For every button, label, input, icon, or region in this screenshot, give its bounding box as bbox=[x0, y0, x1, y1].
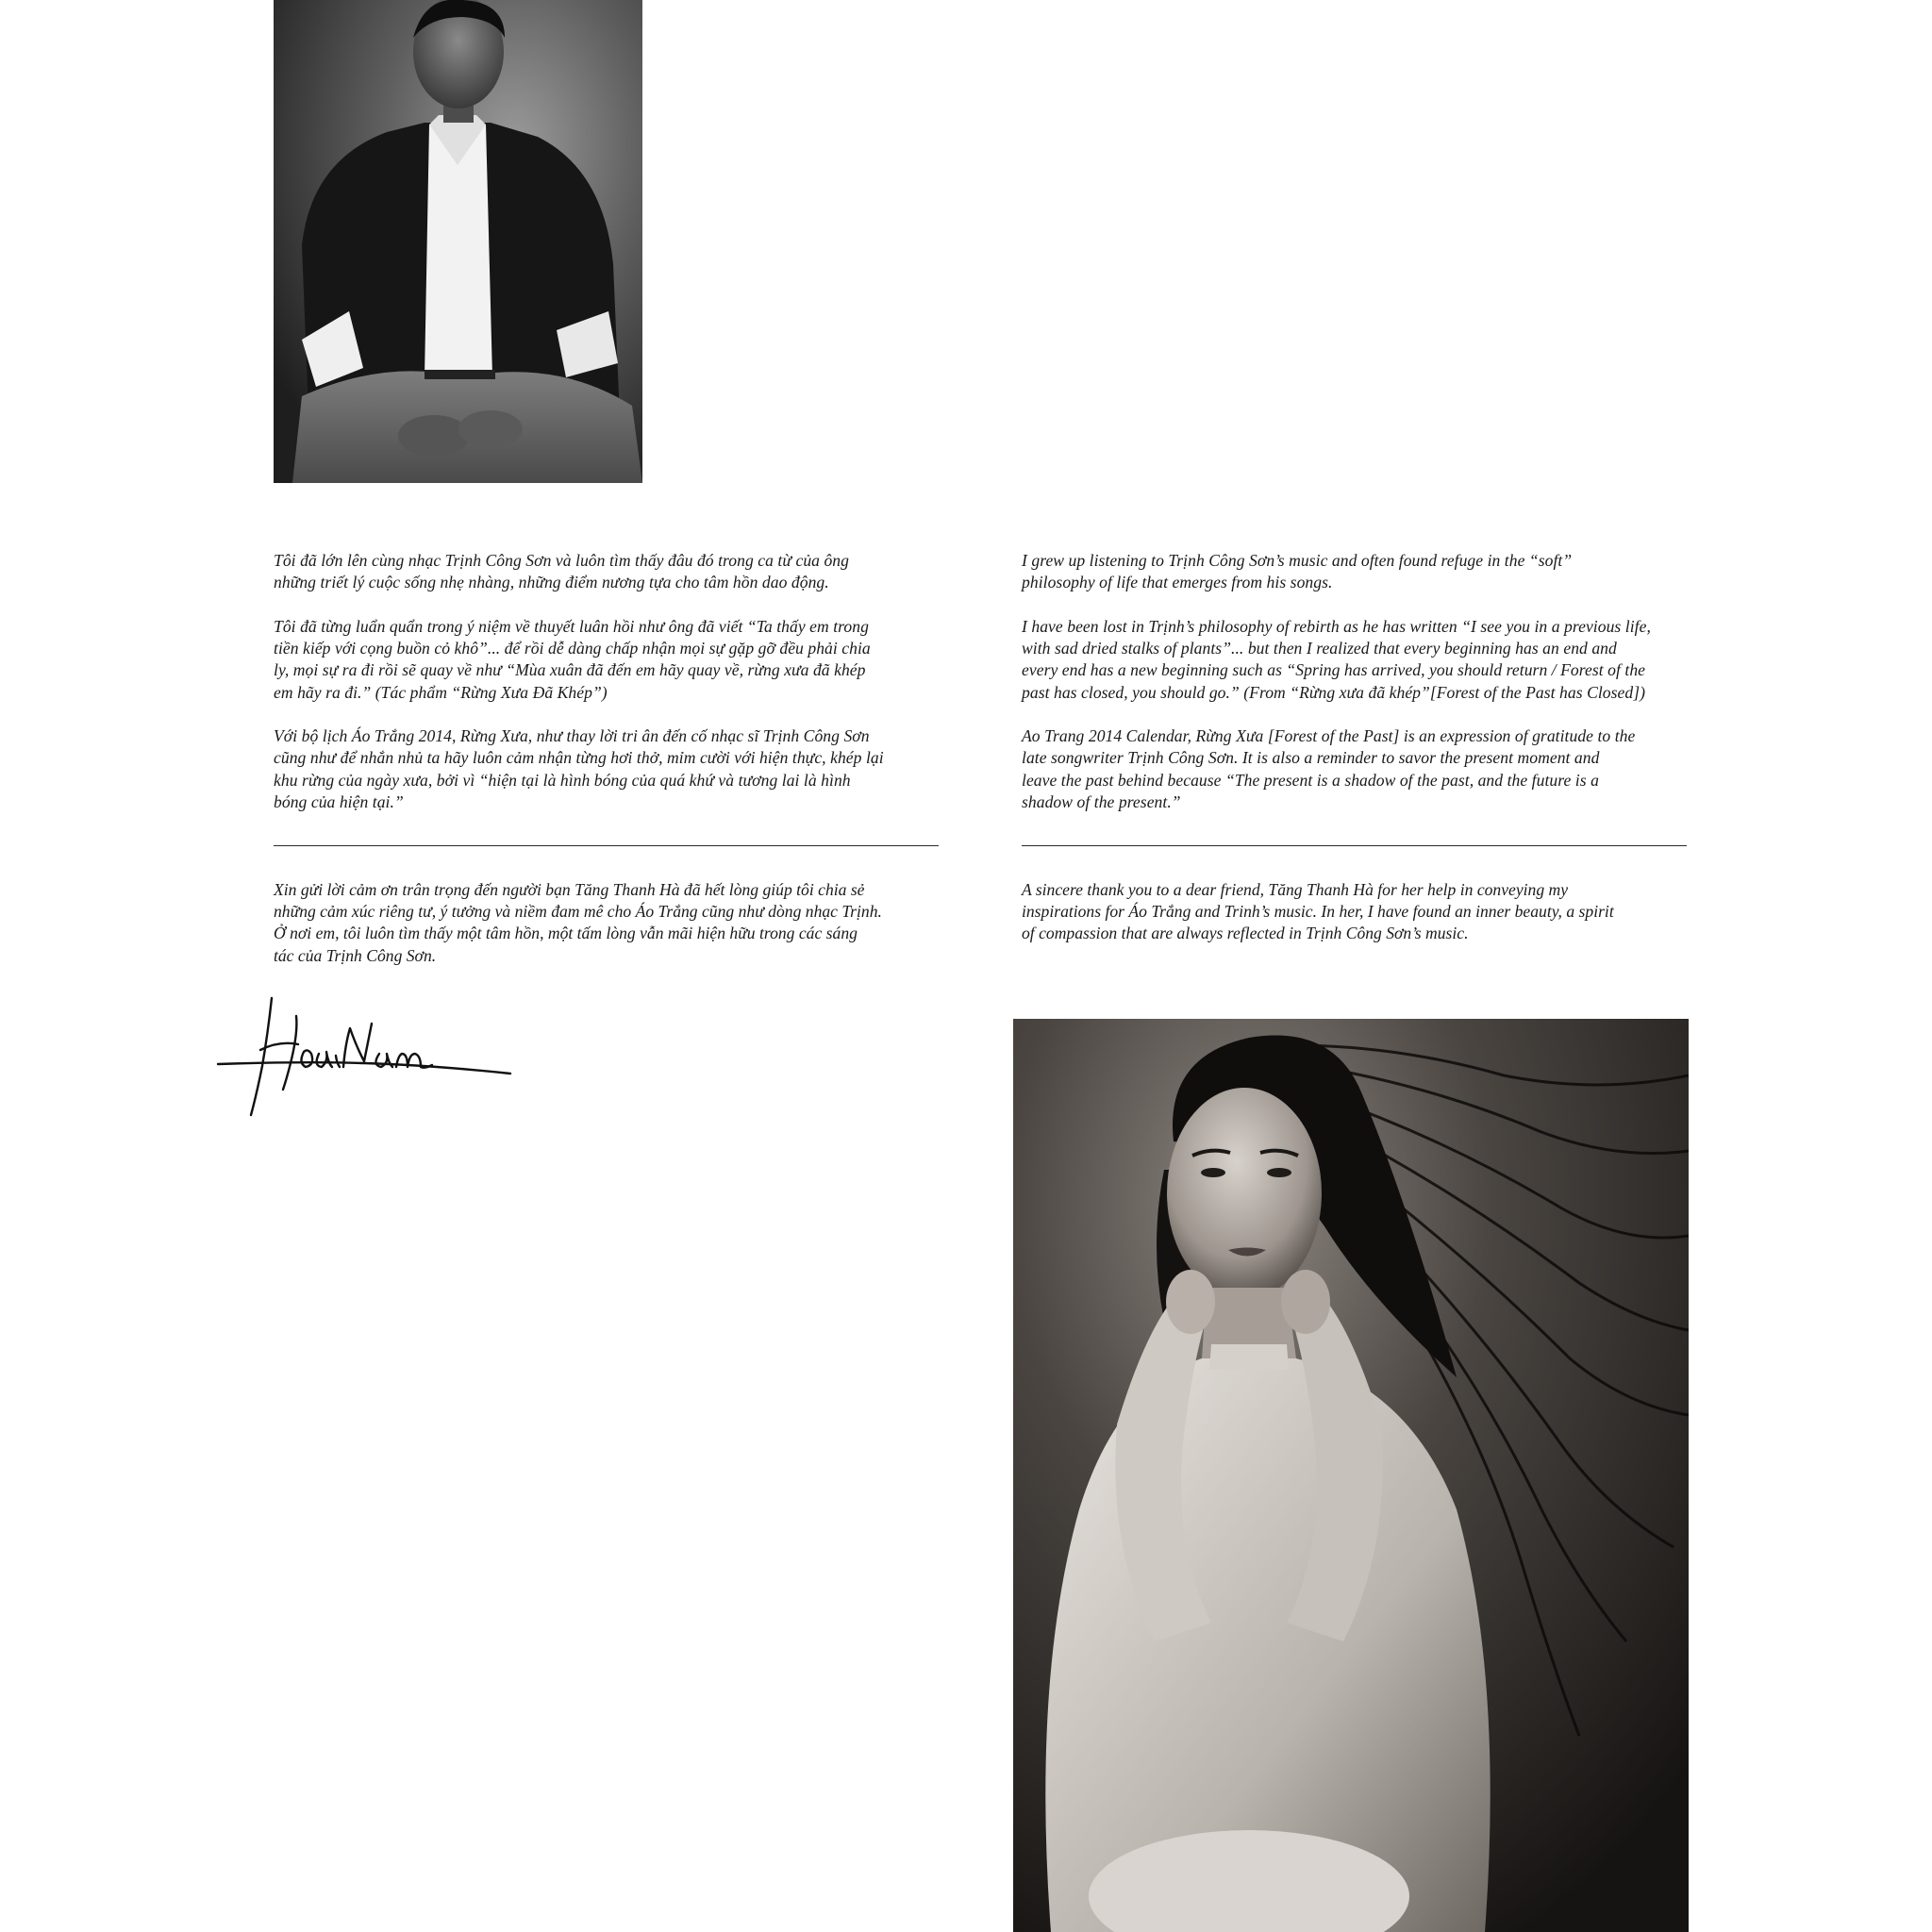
portrait-man-image bbox=[274, 0, 642, 483]
english-paragraph: I have been lost in Trịnh’s philosophy of rebirth as he has written “I see you in a previous life, with sad dried stalks of plants”... but then I realized that every beginning has an end and every end has a new beginning such as “Spring has arrived, you should return / Forest of the past has closed, you should go.” (From “Rừng xưa đã khép”[Forest of the Past has Closed]) bbox=[1022, 616, 1651, 702]
portrait-photo-woman bbox=[1013, 1019, 1689, 1932]
vietnamese-text-column bbox=[274, 550, 939, 813]
portrait-woman-image bbox=[1013, 1019, 1689, 1932]
english-paragraph: Ao Trang 2014 Calendar, Rừng Xưa [Forest of the Past] is an expression of gratitude to the late songwriter Trịnh Công Sơn. It is also a reminder to savor the present moment and leave the past behind because “The present is a shadow of the past, and the future is a shadow of the present.” bbox=[1022, 726, 1636, 811]
english-paragraph: I grew up listening to Trịnh Công Sơn’s music and often found refuge in the “soft” philosophy of life that emerges from his songs. bbox=[1022, 551, 1573, 592]
portrait-photo-man bbox=[274, 0, 642, 483]
vietnamese-paragraph: Tôi đã lớn lên cùng nhạc Trịnh Công Sơn và luôn tìm thấy đâu đó trong ca từ của ông những triết lý cuộc sống nhẹ nhàng, những điểm nương tựa cho tâm hồn dao động. bbox=[274, 551, 849, 592]
english-thanks-note: A sincere thank you to a dear friend, Tăng Thanh Hà for her help in conveying my inspirations for Áo Trắng and Trinh’s music. In her, I have found an inner beauty, a spirit of compassion that are always reflected in Trịnh Công Sơn’s music. bbox=[1022, 880, 1614, 943]
divider-line bbox=[274, 845, 939, 846]
vietnamese-paragraph: Tôi đã từng luẩn quẩn trong ý niệm về thuyết luân hồi như ông đã viết “Ta thấy em trong tiền kiếp với cọng buồn cỏ khô”... để rồi dễ dàng chấp nhận mọi sự gặp gỡ đều phải chia ly, mọi sự ra đi rồi sẽ quay về như “Mùa xuân đã đến em hãy quay về, rừng xưa đã khép em hãy ra đi.” (Tác phẩm “Rừng Xưa Đã Khép”) bbox=[274, 616, 871, 702]
divider-line bbox=[1022, 845, 1687, 846]
handwritten-signature bbox=[213, 995, 515, 1118]
signature-image bbox=[213, 995, 515, 1118]
english-text-column bbox=[1022, 550, 1687, 813]
vietnamese-thanks-note: Xin gửi lời cảm ơn trân trọng đến người bạn Tăng Thanh Hà đã hết lòng giúp tôi chia sẻ những cảm xúc riêng tư, ý tưởng và niềm đam mê cho Áo Trắng cũng như dòng nhạc Trịnh. Ở nơi em, tôi luôn tìm thấy một tâm hồn, một tấm lòng vẫn mãi hiện hữu trong các sáng tác của Trịnh Công Sơn. bbox=[274, 880, 882, 965]
vietnamese-paragraph: Với bộ lịch Áo Trắng 2014, Rừng Xưa, như thay lời tri ân đến cố nhạc sĩ Trịnh Công Sơn cũng như để nhắn nhủ ta hãy luôn cảm nhận từng hơi thở, mỉm cười với hiện thực, khép lại khu rừng của ngày xưa, bởi vì “hiện tại là hình bóng của quá khứ và tương lai là hình bóng của hiện tại.” bbox=[274, 726, 884, 811]
